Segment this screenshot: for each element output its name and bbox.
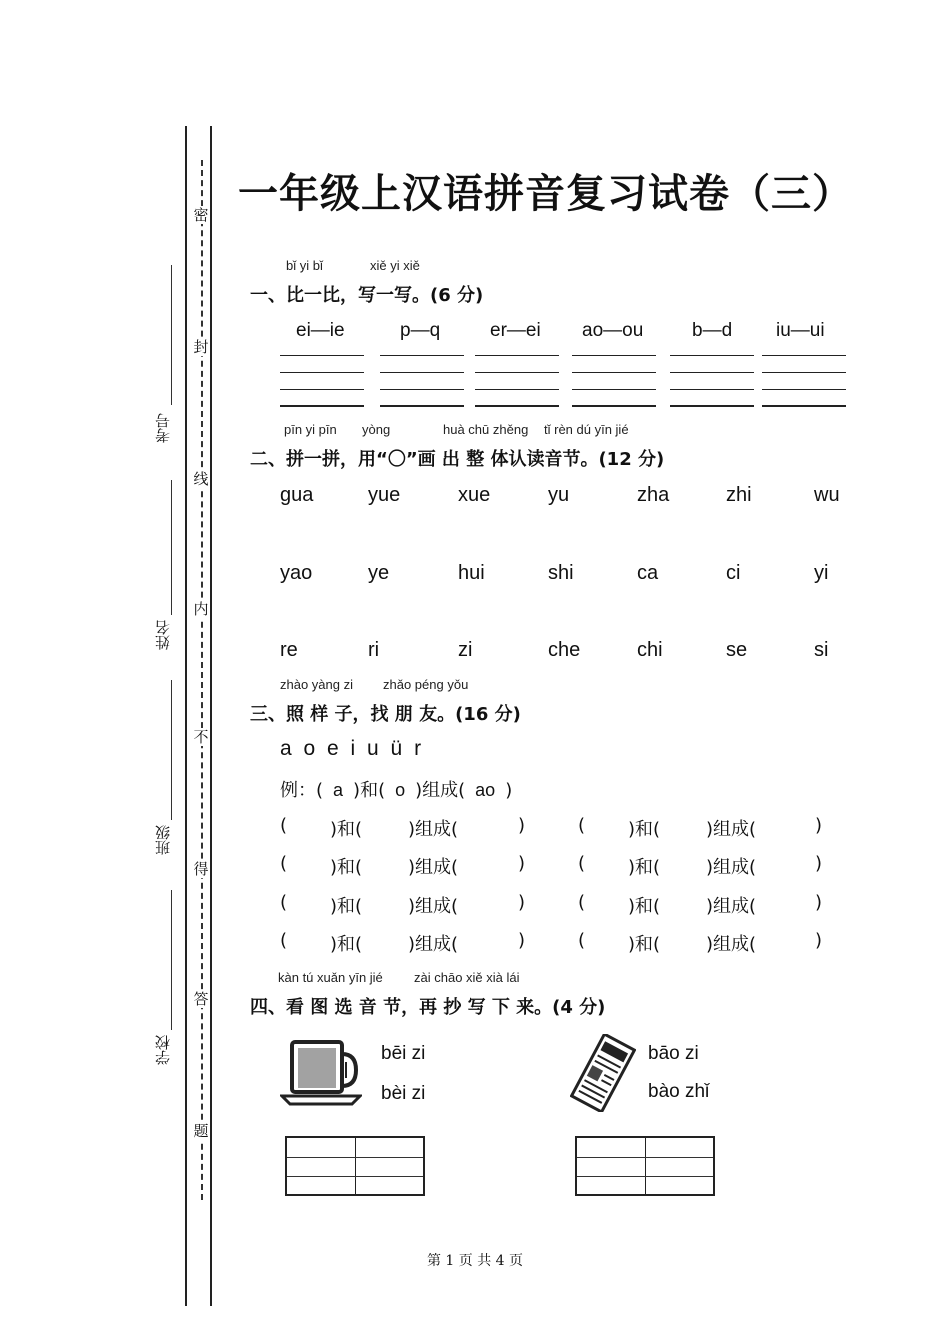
blank-part: )和(: [330, 819, 363, 840]
blank-part: (: [280, 815, 288, 836]
blank-part: )和(: [628, 857, 661, 878]
example-answer: ao: [475, 780, 496, 800]
pinyin-annotation: pīn yi pīn: [284, 422, 337, 437]
blank-part: (: [280, 892, 288, 913]
blank-part: )组成(: [706, 896, 757, 917]
syllable[interactable]: xue: [458, 484, 491, 506]
question-2-heading: 二、拼一拼，用“〇”画 出 整 体认读音节。(12 分): [250, 449, 665, 470]
blank-part: )和(: [330, 857, 363, 878]
blank-part: ): [518, 930, 526, 951]
question-3-heading: 三、照 样 子，找 朋 友。(16 分): [250, 704, 521, 725]
writing-lines[interactable]: [762, 355, 846, 407]
syllable[interactable]: shi: [548, 562, 574, 584]
option-right-2: bào zhǐ: [648, 1081, 710, 1102]
option-left-2: bèi zi: [381, 1083, 426, 1104]
seal-char: 不: [193, 728, 209, 746]
example-text: 例：(: [280, 780, 324, 801]
binding-outer-line: [185, 126, 187, 1306]
option-right-1: bāo zi: [648, 1043, 699, 1064]
blank-part: )组成(: [408, 934, 459, 955]
pinyin-annotation: xiě yi xiě: [370, 258, 420, 273]
blank-part: ): [815, 853, 823, 874]
blank-part: (: [578, 853, 586, 874]
blank-part: )组成(: [706, 819, 757, 840]
example-line: [280, 776, 512, 802]
seal-char: 答: [193, 990, 209, 1008]
field-name: 姓名: [150, 480, 176, 665]
writing-lines[interactable]: [380, 355, 464, 407]
blank-part: (: [578, 930, 586, 951]
pinyin-annotation: yòng: [362, 422, 391, 437]
syllable[interactable]: wu: [814, 484, 840, 506]
pinyin-annotation: zhǎo péng yǒu: [383, 677, 469, 692]
syllable[interactable]: yi: [814, 562, 829, 584]
example-answer: o: [395, 780, 406, 800]
blank-part: (: [578, 892, 586, 913]
blank-part: )和(: [628, 819, 661, 840]
pinyin-annotation: kàn tú xuǎn yīn jié: [278, 970, 383, 985]
seal-char: 线: [193, 470, 209, 488]
blank-part: ): [518, 892, 526, 913]
seal-char: 密: [193, 206, 209, 224]
blank-part: (: [578, 815, 586, 836]
seal-char: 题: [193, 1122, 209, 1140]
seal-char: 封: [193, 338, 209, 356]
syllable[interactable]: re: [280, 639, 298, 661]
writing-lines[interactable]: [280, 355, 364, 407]
syllable[interactable]: se: [726, 639, 748, 661]
writing-lines[interactable]: [572, 355, 656, 407]
answer-grid-left[interactable]: [285, 1136, 425, 1196]
page-footer: 第 1 页 共 4 页: [426, 1253, 524, 1269]
field-school: 学校: [150, 890, 176, 1075]
field-exam-number: 考号: [150, 265, 176, 475]
syllable[interactable]: chi: [637, 639, 663, 661]
syllable[interactable]: ca: [637, 562, 659, 584]
example-answer: a: [333, 780, 344, 800]
pinyin-annotation: tǐ rèn dú yīn jié: [544, 422, 629, 437]
blank-part: )组成(: [408, 857, 459, 878]
blank-part: ): [815, 815, 823, 836]
syllable[interactable]: ci: [726, 562, 741, 584]
pinyin-annotation: zài chāo xiě xià lái: [414, 970, 520, 985]
vowel-list: a o e i u ü r: [280, 737, 422, 760]
cup-icon: [280, 1036, 362, 1108]
answer-grid-right[interactable]: [575, 1136, 715, 1196]
letter-pair: p—q: [400, 320, 441, 341]
writing-lines[interactable]: [670, 355, 754, 407]
pinyin-annotation: bǐ yi bǐ: [286, 258, 323, 273]
blank-part: ): [518, 815, 526, 836]
syllable[interactable]: yue: [368, 484, 401, 506]
letter-pair: iu—ui: [776, 320, 825, 341]
binding-dashed-line: [201, 160, 203, 1200]
blank-part: ): [815, 930, 823, 951]
letter-pair: b—d: [692, 320, 733, 341]
syllable[interactable]: yao: [280, 562, 313, 584]
syllable[interactable]: si: [814, 639, 829, 661]
field-class: 班级: [150, 680, 176, 865]
letter-pair: er—ei: [490, 320, 541, 341]
writing-lines[interactable]: [475, 355, 559, 407]
blank-part: )组成(: [706, 857, 757, 878]
blank-part: ): [815, 892, 823, 913]
pinyin-annotation: zhào yàng zi: [280, 677, 353, 692]
seal-char: 内: [193, 600, 209, 618]
syllable[interactable]: ye: [368, 562, 390, 584]
pinyin-annotation: huà chū zhěng: [443, 422, 529, 437]
blank-part: )组成(: [408, 896, 459, 917]
letter-pair: ao—ou: [582, 320, 644, 341]
example-text: )组成(: [415, 780, 466, 801]
example-text: ): [505, 780, 513, 801]
blank-part: )和(: [628, 934, 661, 955]
blank-part: )组成(: [408, 819, 459, 840]
question-4-heading: 四、看 图 选 音 节，再 抄 写 下 来。(4 分): [250, 997, 606, 1018]
blank-part: ): [518, 853, 526, 874]
example-text: )和(: [353, 780, 386, 801]
blank-part: (: [280, 930, 288, 951]
syllable[interactable]: gua: [280, 484, 314, 506]
blank-part: )和(: [628, 896, 661, 917]
syllable[interactable]: zhi: [726, 484, 752, 506]
blank-part: )和(: [330, 934, 363, 955]
syllable[interactable]: zi: [458, 639, 473, 661]
blank-part: (: [280, 853, 288, 874]
binding-inner-line: [210, 126, 212, 1306]
syllable[interactable]: ri: [368, 639, 380, 661]
blank-part: )组成(: [706, 934, 757, 955]
newspaper-icon: [570, 1034, 636, 1112]
page-title: 一年级上汉语拼音复习试卷（三）: [238, 171, 853, 217]
syllable[interactable]: che: [548, 639, 581, 661]
question-1-heading: 一、比一比，写一写。(6 分): [250, 285, 484, 306]
syllable[interactable]: zha: [637, 484, 670, 506]
blank-part: )和(: [330, 896, 363, 917]
syllable[interactable]: hui: [458, 562, 485, 584]
option-left-1: bēi zi: [381, 1043, 426, 1064]
letter-pair: ei—ie: [296, 320, 345, 341]
seal-char: 得: [193, 860, 209, 878]
syllable[interactable]: yu: [548, 484, 570, 506]
